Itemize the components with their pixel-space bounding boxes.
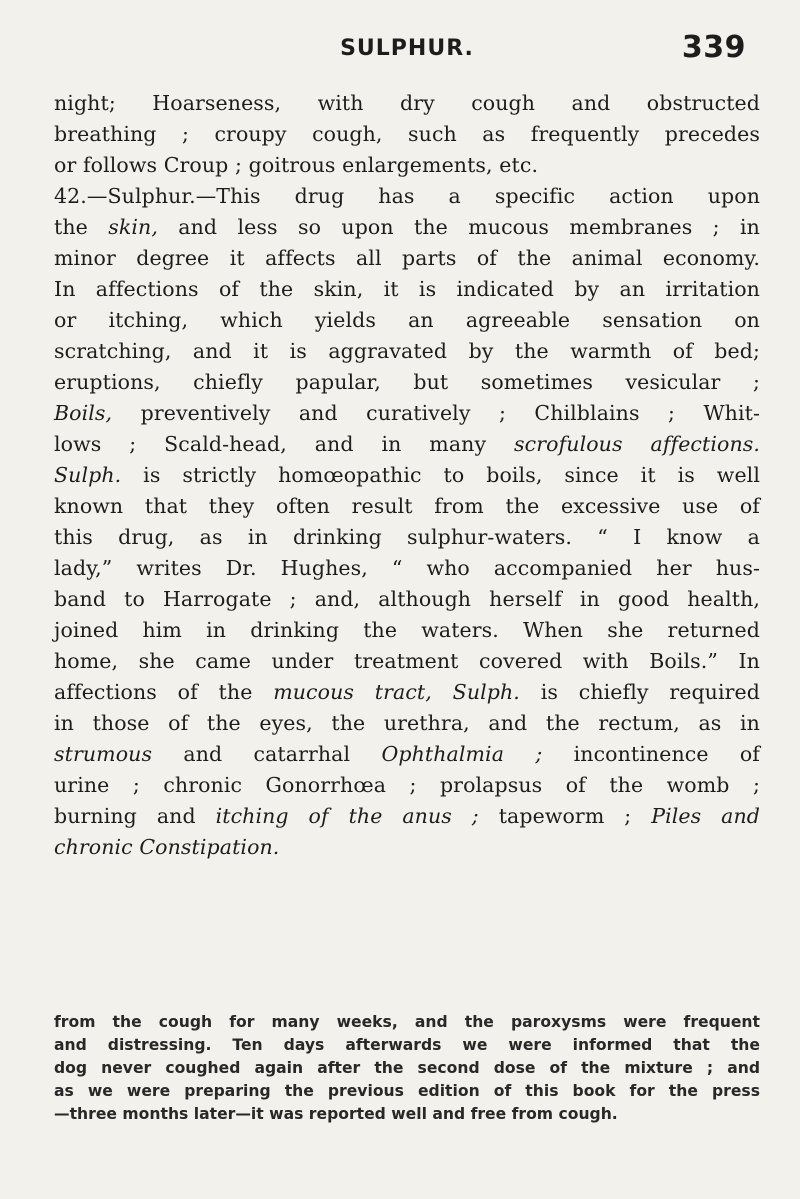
text-line: band to Harrogate ; and, although herself in good health, — [54, 587, 760, 611]
text-line: night; Hoarseness, with dry cough and obstructed — [54, 91, 760, 115]
text-line: Sulph. is strictly homœopathic to boils, since it is well — [54, 463, 760, 487]
text-line: lady,” writes Dr. Hughes, “ who accompanied her hus- — [54, 556, 760, 580]
text-line: eruptions, chiefly papular, but sometimes vesicular ; — [54, 370, 760, 394]
text-line: Boils, preventively and curatively ; Chilblains ; Whit- — [54, 401, 760, 425]
running-title: SULPHUR. — [340, 36, 474, 61]
text-line: burning and itching of the anus ; tapeworm ; Piles and — [54, 804, 760, 828]
text-line: lows ; Scald-head, and in many scrofulous affections. — [54, 432, 760, 456]
text-line: breathing ; croupy cough, such as frequently precedes — [54, 122, 760, 146]
text-line: urine ; chronic Gonorrhœa ; prolapsus of the womb ; — [54, 773, 760, 797]
footnote-line: dog never coughed again after the second dose of the mixture ; and — [54, 1059, 760, 1077]
footnote-line: as we were preparing the previous edition of this book for the press — [54, 1082, 760, 1100]
page-number: 339 — [681, 30, 746, 65]
footnote-line: and distressing. Ten days afterwards we were informed that the — [54, 1036, 760, 1054]
text-line: the skin, and less so upon the mucous membranes ; in — [54, 215, 760, 239]
text-line: minor degree it affects all parts of the animal economy. — [54, 246, 760, 270]
text-line: home, she came under treatment covered with Boils.” In — [54, 649, 760, 673]
text-line: or itching, which yields an agreeable sensation on — [54, 308, 760, 332]
text-line: In affections of the skin, it is indicated by an irritation — [54, 277, 760, 301]
text-line: joined him in drinking the waters. When she returned — [54, 618, 760, 642]
text-line: or follows Croup ; goitrous enlargements, etc. — [54, 153, 539, 177]
text-line: strumous and catarrhal Ophthalmia ; incontinence of — [54, 742, 760, 766]
text-line: this drug, as in drinking sulphur-waters. “ I know a — [54, 525, 760, 549]
text-line: affections of the mucous tract, Sulph. is chiefly required — [54, 680, 760, 704]
text-line: in those of the eyes, the urethra, and the rectum, as in — [54, 711, 760, 735]
footnote — [54, 1011, 760, 1126]
text-line: known that they often result from the excessive use of — [54, 494, 760, 518]
text-line: chronic Constipation. — [54, 835, 280, 859]
main-text — [54, 88, 760, 863]
running-header — [54, 30, 760, 70]
text-line: scratching, and it is aggravated by the warmth of bed; — [54, 339, 760, 363]
footnote-line: from the cough for many weeks, and the paroxysms were frequent — [54, 1013, 760, 1031]
text-line: 42.—Sulphur.—This drug has a specific action upon — [54, 184, 760, 208]
footnote-line: —three months later—it was reported well and free from cough. — [54, 1105, 618, 1123]
